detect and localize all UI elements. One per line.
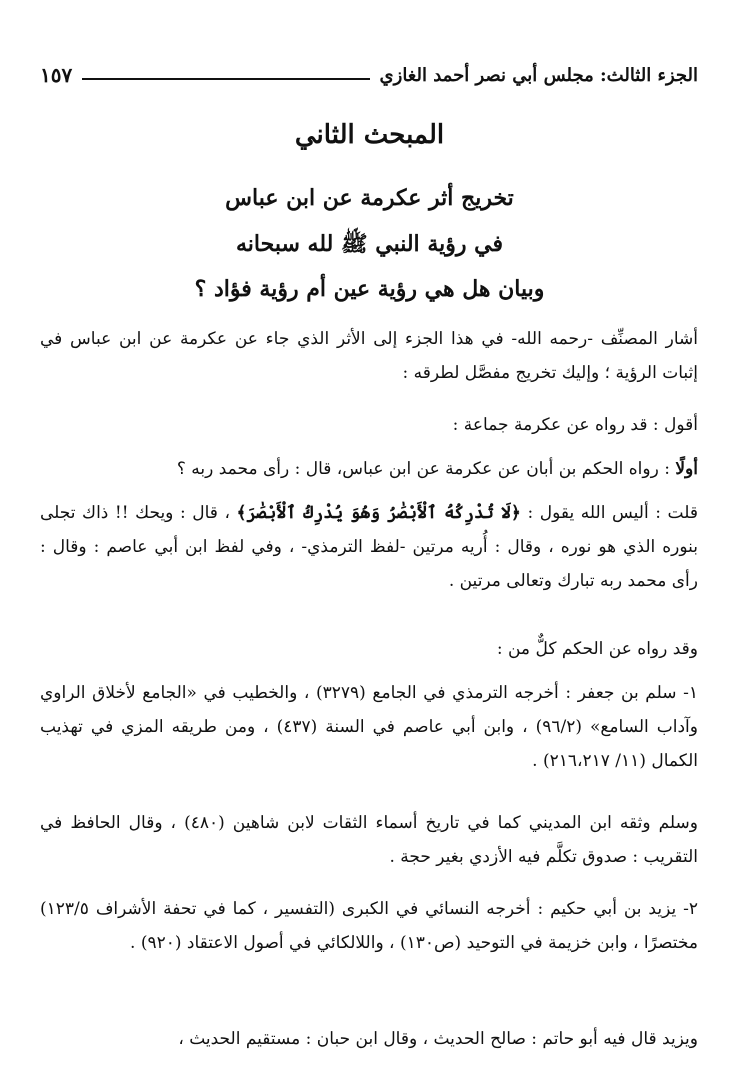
paragraph-narrators: وقد رواه عن الحكم كلٌّ من :	[496, 639, 698, 659]
paragraph-quran-quote	[40, 496, 698, 598]
heading-line-1: تخريج أثر عكرمة عن ابن عباس	[225, 185, 514, 211]
paragraph-first	[40, 452, 698, 486]
paragraph-intro: أشار المصنِّف -رحمه الله- في هذا الجزء إلى الأثر الذي جاء عن عكرمة عن ابن عباس في إثبات الرؤية ؛ وإليك تخريج مفصَّل لطرقه :	[40, 329, 698, 383]
page-number: ١٥٧	[40, 63, 73, 87]
paragraph-salm-grading: وسلم وثقه ابن المديني كما في تاريخ أسماء الثقات لابن شاهين (٤٨٠) ، وقال الحافظ في التقريب : صدوق تكلَّم فيه الأزدي بغير حجة .	[40, 813, 699, 867]
heading-line-3: وبيان هل هي رؤية عين أم رؤية فؤاد ؟	[194, 276, 545, 302]
quran-verse: ﴿لَا تُدْرِكُهُ ٱلْأَبْصَٰرُ وَهُوَ يُدْرِكُ ٱلْأَبْصَٰرَ﴾	[236, 503, 521, 523]
paragraph-yazid: ٢- يزيد بن أبي حكيم : أخرجه النسائي في الكبرى (التفسير ، كما في تحفة الأشراف ١٢٣/٥) مختصرًا ، وابن خزيمة في التوحيد (ص١٣٠) ، واللالكائي في أصول الاعتقاد (٩٢٠) .	[40, 899, 698, 953]
paragraph-aqoul: أقول : قد رواه عن عكرمة جماعة :	[452, 415, 698, 435]
paragraph-yazid-grading: ويزيد قال فيه أبو حاتم : صالح الحديث ، وقال ابن حبان : مستقيم الحديث ،	[178, 1029, 698, 1049]
first-label: أولًا	[675, 459, 698, 479]
header-rule	[82, 78, 369, 80]
paragraph-salm: ١- سلم بن جعفر : أخرجه الترمذي في الجامع (٣٢٧٩) ، والخطيب في «الجامع لأخلاق الراوي وآداب السامع» (٩٦/٢) ، وابن أبي عاصم في السنة (٤٣٧) ، ومن طريقه المزي في تهذيب الكمال (١١/ ٢١٦،٢١٧) .	[40, 683, 698, 771]
heading-line-2: في رؤية النبي ﷺ لله سبحانه	[236, 231, 503, 257]
quote-end: ، قال : ويحك !! ذاك تجلى بنوره الذي هو نوره ، وقال : أُريه مرتين -لفظ الترمذي- ، وفي لفظ ابن أبي عاصم : وقال : رأى محمد ربه تبارك وتعالى مرتين .	[40, 503, 698, 591]
quote-start: قلت : أليس الله يقول :	[520, 503, 698, 523]
header-title: الجزء الثالث: مجلس أبي نصر أحمد الغازي	[379, 64, 698, 86]
running-header	[40, 58, 698, 92]
section-title: المبحث الثاني	[294, 120, 445, 150]
first-text: : رواه الحكم بن أبان عن عكرمة عن ابن عباس، قال : رأى محمد ربه ؟	[176, 459, 676, 479]
